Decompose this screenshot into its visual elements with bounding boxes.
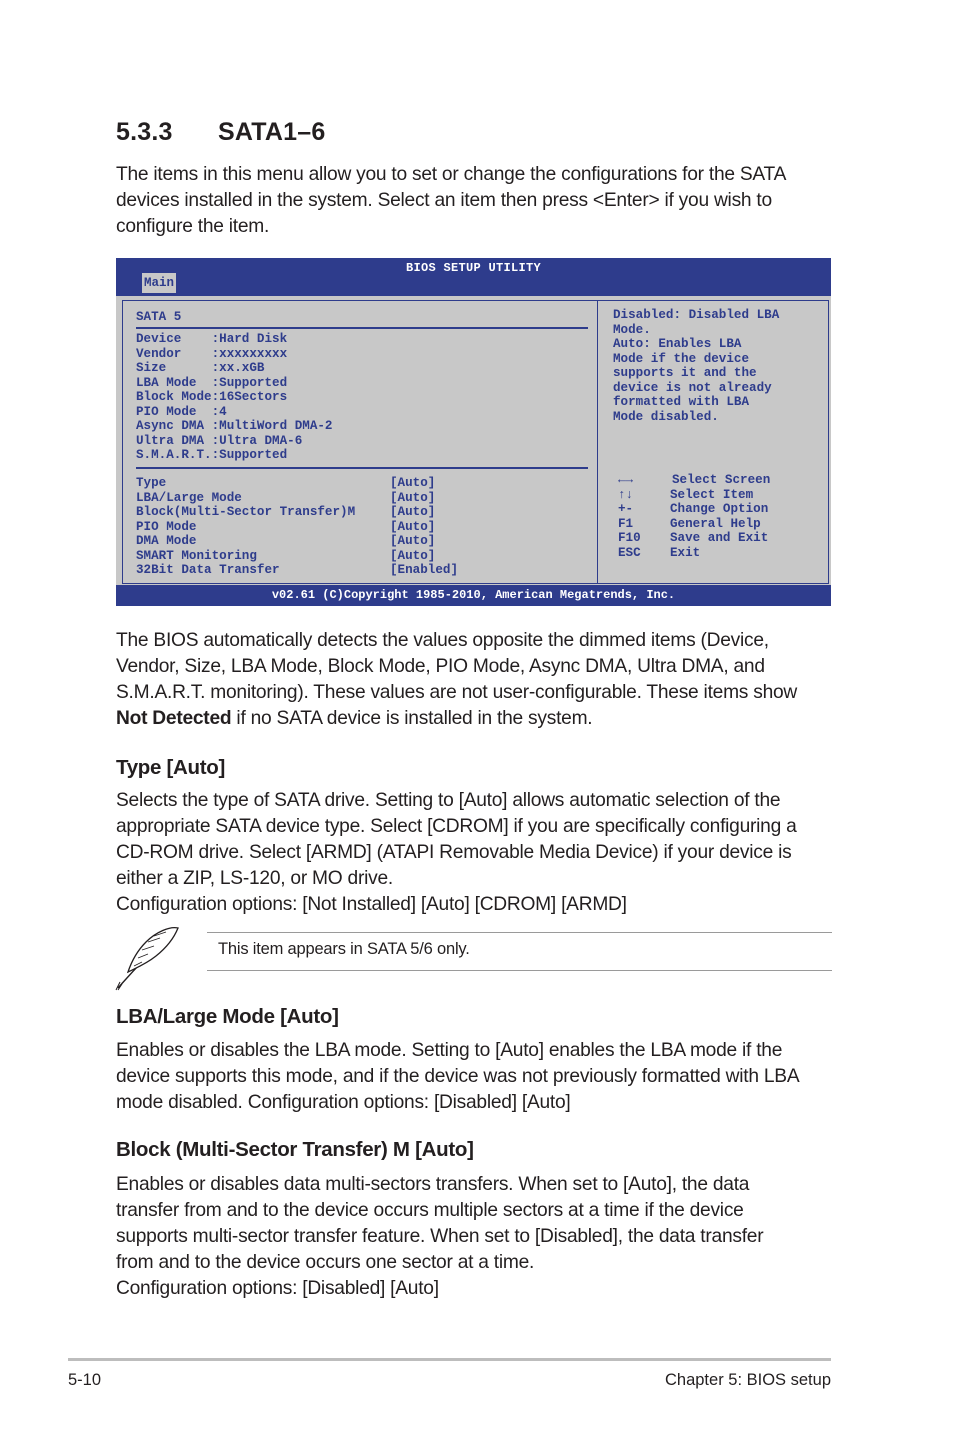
bios-bottom-bar [116, 585, 831, 606]
bios-info-line: S.M.A.R.T.:Supported [136, 448, 288, 462]
bios-key-action: Select Item [670, 487, 754, 502]
bios-help-line: Auto: Enables LBA [613, 337, 742, 351]
bios-option-lba-large-mode[interactable]: LBA/Large Mode [136, 490, 242, 505]
bios-info-line: Ultra DMA :Ultra DMA-6 [136, 433, 303, 448]
paragraph-line: Configuration options: [Not Installed] [Auto] [CDROM] [ARMD] [116, 894, 627, 915]
section-number: 5.3.3 [116, 118, 173, 146]
paragraph-line: CD-ROM drive. Select [ARMD] (ATAPI Removable Media Device) if your device is [116, 842, 792, 863]
paragraph-line: The BIOS automatically detects the values opposite the dimmed items (Device, [116, 630, 769, 651]
bios-option-value[interactable]: [Auto] [390, 519, 436, 534]
bios-divider [136, 467, 588, 469]
auto-detect-paragraph [116, 628, 834, 732]
chapter-label: Chapter 5: BIOS setup [664, 1371, 831, 1389]
paragraph-line: Enables or disables data multi-sectors transfers. When set to [Auto], the data [116, 1174, 750, 1195]
bios-option-value[interactable]: [Auto] [390, 548, 436, 563]
bios-option-smart-monitoring[interactable]: SMART Monitoring [136, 548, 257, 563]
type-paragraph [116, 788, 834, 918]
bios-info-line: Vendor :xxxxxxxxx [136, 346, 288, 361]
not-detected-term: Not Detected [116, 708, 232, 729]
paragraph-line: either a ZIP, LS-120, or MO drive. [116, 868, 393, 889]
type-heading: Type [Auto] [116, 756, 226, 779]
bios-option-value[interactable]: [Auto] [390, 476, 436, 490]
bios-key-action: General Help [670, 516, 761, 531]
bios-key-action: Change Option [670, 502, 769, 516]
bios-option-pio-mode[interactable]: PIO Mode [136, 519, 197, 534]
paragraph-line: supports multi-sector transfer feature. When set to [Disabled], the data transfer [116, 1226, 764, 1247]
paragraph-line: S.M.A.R.T. monitoring). These values are not user-configurable. These items show [116, 682, 798, 703]
paragraph-line: Selects the type of SATA drive. Setting to [Auto] allows automatic selection of the [116, 790, 781, 811]
feather-note-icon [112, 922, 186, 992]
block-paragraph [116, 1172, 834, 1302]
bios-info-line: Async DMA :MultiWord DMA-2 [136, 419, 333, 433]
bios-help-line: formatted with LBA [613, 395, 750, 409]
bios-screenshot [116, 258, 831, 606]
bios-key: ←→ [618, 473, 634, 487]
bios-help-panel [597, 300, 829, 584]
paragraph-line: mode disabled. Configuration options: [Disabled] [Auto] [116, 1092, 571, 1113]
intro-line: The items in this menu allow you to set or change the configurations for the SATA [116, 164, 787, 185]
bios-info-line: Device :Hard Disk [136, 332, 288, 346]
bios-help-line: Disabled: Disabled LBA [613, 308, 780, 322]
bios-key-action: Save and Exit [670, 531, 769, 545]
intro-paragraph [116, 162, 834, 240]
footer-rule [68, 1358, 831, 1361]
bios-settings-panel [122, 300, 597, 584]
bios-info-line: Size :xx.xGB [136, 361, 265, 375]
paragraph-tail: if no SATA device is installed in the system. [231, 708, 593, 729]
bios-key: ↑↓ [618, 487, 634, 502]
bios-option-value[interactable]: [Auto] [390, 534, 436, 548]
note-bottom-rule [207, 970, 832, 971]
bios-tab-main[interactable]: Main [142, 273, 176, 293]
paragraph-line: from and to the device occurs one sector at a time. [116, 1252, 535, 1273]
paragraph-line [116, 706, 834, 732]
bios-key-action: Exit [670, 545, 701, 560]
paragraph-line: Vendor, Size, LBA Mode, Block Mode, PIO Mode, Async DMA, Ultra DMA, and [116, 656, 765, 677]
paragraph-line: device supports this mode, and if the device was not previously formatted with LBA [116, 1066, 800, 1087]
bios-option-type[interactable]: Type [136, 476, 167, 490]
bios-key: +- [618, 502, 634, 516]
bios-key: F10 [618, 531, 641, 545]
note-text: This item appears in SATA 5/6 only. [218, 940, 470, 958]
intro-line: devices installed in the system. Select an item then press <Enter> if you wish to [116, 190, 772, 211]
bios-info-line: LBA Mode :Supported [136, 375, 288, 390]
bios-help-line: supports it and the [613, 366, 757, 380]
bios-top-bar [116, 258, 831, 296]
lba-paragraph [116, 1038, 834, 1116]
bios-option-32bit-transfer[interactable]: 32Bit Data Transfer [136, 563, 280, 577]
bios-option-value[interactable]: [Enabled] [390, 563, 459, 577]
intro-line: configure the item. [116, 216, 270, 237]
bios-help-line: Mode disabled. [613, 409, 719, 424]
page-number: 5-10 [68, 1371, 102, 1389]
bios-option-value[interactable]: [Auto] [390, 505, 436, 519]
lba-heading: LBA/Large Mode [Auto] [116, 1005, 339, 1028]
bios-title: BIOS SETUP UTILITY [405, 261, 542, 275]
block-heading: Block (Multi-Sector Transfer) M [Auto] [116, 1138, 474, 1161]
section-heading [116, 118, 325, 147]
bios-info-line: Block Mode:16Sectors [136, 390, 288, 404]
bios-key: ESC [618, 545, 641, 560]
bios-option-dma-mode[interactable]: DMA Mode [136, 534, 197, 548]
bios-help-line: Mode. [613, 322, 651, 337]
bios-panel-title: SATA 5 [136, 310, 182, 324]
bios-key-action: Select Screen [672, 473, 771, 487]
bios-help-line: Mode if the device [613, 351, 750, 366]
bios-copyright: v02.61 (C)Copyright 1985-2010, American Megatrends, Inc. [271, 588, 676, 602]
bios-key: F1 [618, 516, 634, 531]
section-title: SATA1–6 [218, 118, 326, 146]
bios-info-line: PIO Mode :4 [136, 404, 227, 419]
paragraph-line: appropriate SATA device type. Select [CDROM] if you are specifically configuring a [116, 816, 797, 837]
paragraph-line: Enables or disables the LBA mode. Setting to [Auto] enables the LBA mode if the [116, 1040, 783, 1061]
bios-divider [136, 327, 588, 329]
bios-option-block-mode[interactable]: Block(Multi-Sector Transfer)M [136, 505, 356, 519]
paragraph-line: Configuration options: [Disabled] [Auto] [116, 1278, 439, 1299]
bios-help-line: device is not already [613, 380, 772, 395]
bios-option-value[interactable]: [Auto] [390, 490, 436, 505]
note-top-rule [207, 932, 832, 933]
paragraph-line: transfer from and to the device occurs multiple sectors at a time if the device [116, 1200, 744, 1221]
